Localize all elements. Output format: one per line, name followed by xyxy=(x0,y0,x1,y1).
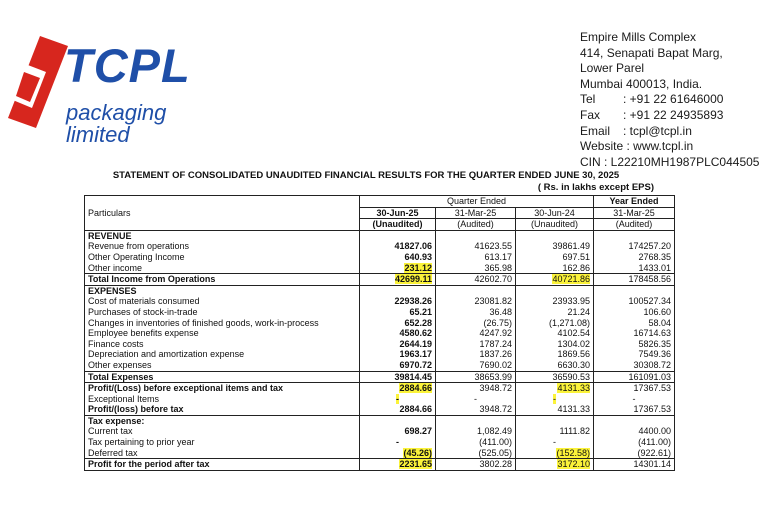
row-label: Revenue from operations xyxy=(85,241,360,252)
value-cell: 4131.33 xyxy=(516,404,594,415)
row-label: Total Income from Operations xyxy=(85,274,360,286)
highlighted-value: 42699.11 xyxy=(394,274,432,285)
row-label: Profit/(loss) before tax xyxy=(85,404,360,415)
row-label: Current tax xyxy=(85,426,360,437)
particulars-header: Particulars xyxy=(85,196,360,231)
value-cell xyxy=(360,285,436,296)
value-cell: 21.24 xyxy=(516,307,594,318)
value-cell: 1837.26 xyxy=(436,349,516,360)
header-row-period xyxy=(85,196,675,208)
value-cell: 17367.53 xyxy=(594,383,675,394)
value-cell: 2768.35 xyxy=(594,252,675,263)
value-cell: 106.60 xyxy=(594,307,675,318)
value-cell: 22938.26 xyxy=(360,296,436,307)
cin-label: CIN xyxy=(580,154,601,169)
value-cell: 14301.14 xyxy=(594,459,675,471)
table-row xyxy=(85,263,675,274)
table-row xyxy=(85,448,675,459)
value-cell: 4400.00 xyxy=(594,426,675,437)
value-cell: 1304.02 xyxy=(516,339,594,350)
value-cell: (1,271.08) xyxy=(516,318,594,329)
value-cell: 3948.72 xyxy=(436,404,516,415)
table-row xyxy=(85,459,675,471)
value-cell: - xyxy=(594,394,675,405)
value-cell xyxy=(516,285,594,296)
value-cell xyxy=(516,459,594,471)
table-row xyxy=(85,328,675,339)
table-row xyxy=(85,318,675,329)
row-label: Changes in inventories of finished goods, work-in-process xyxy=(85,318,360,329)
value-cell: 38653.99 xyxy=(436,371,516,383)
value-cell: 652.28 xyxy=(360,318,436,329)
table-row xyxy=(85,274,675,286)
row-label: Tax pertaining to prior year xyxy=(85,437,360,448)
highlighted-value: 2231.65 xyxy=(399,459,432,470)
tel-value: : +91 22 61646000 xyxy=(623,92,724,107)
value-cell: 1787.24 xyxy=(436,339,516,350)
highlighted-value: 2884.66 xyxy=(399,383,432,394)
value-cell: 58.04 xyxy=(594,318,675,329)
table-row xyxy=(85,241,675,252)
row-label: Employee benefits expense xyxy=(85,328,360,339)
value-cell xyxy=(516,274,594,286)
row-label: Deferred tax xyxy=(85,448,360,459)
row-label: Total Expenses xyxy=(85,371,360,383)
value-cell: 3948.72 xyxy=(436,383,516,394)
value-cell xyxy=(516,230,594,241)
value-cell: 41827.06 xyxy=(360,241,436,252)
value-cell: 4247.92 xyxy=(436,328,516,339)
value-cell: 613.17 xyxy=(436,252,516,263)
statement-title: STATEMENT OF CONSOLIDATED UNAUDITED FINANCIAL RESULTS FOR THE QUARTER ENDED JUNE 30, 2025 xyxy=(112,170,620,181)
date-header: 30-Jun-25 xyxy=(360,207,436,219)
value-cell: 100527.34 xyxy=(594,296,675,307)
value-cell: 39814.45 xyxy=(360,371,436,383)
cin-value: : L22210MH1987PLC044505 xyxy=(604,154,759,169)
value-cell: 4102.54 xyxy=(516,328,594,339)
value-cell: 698.27 xyxy=(360,426,436,437)
row-label: Purchases of stock-in-trade xyxy=(85,307,360,318)
highlighted-value: 40721.86 xyxy=(552,274,590,285)
value-cell: 174257.20 xyxy=(594,241,675,252)
value-cell: 41623.55 xyxy=(436,241,516,252)
value-cell xyxy=(516,448,594,459)
row-label: Tax expense: xyxy=(85,415,360,426)
value-cell: (411.00) xyxy=(594,437,675,448)
value-cell: (525.05) xyxy=(436,448,516,459)
value-cell xyxy=(516,383,594,394)
value-cell: 1963.17 xyxy=(360,349,436,360)
value-cell xyxy=(360,263,436,274)
row-label: Other Operating Income xyxy=(85,252,360,263)
table-row xyxy=(85,437,675,448)
value-cell xyxy=(360,448,436,459)
tel-line xyxy=(580,92,759,108)
website-line xyxy=(580,139,759,155)
value-cell: 36.48 xyxy=(436,307,516,318)
value-cell: 23933.95 xyxy=(516,296,594,307)
value-cell xyxy=(436,285,516,296)
address-line: 414, Senapati Bapat Marg, xyxy=(580,45,723,60)
value-cell xyxy=(360,230,436,241)
table-row xyxy=(85,230,675,241)
status-header: (Unaudited) xyxy=(516,219,594,231)
row-label: Cost of materials consumed xyxy=(85,296,360,307)
date-header: 31-Mar-25 xyxy=(436,207,516,219)
table-row xyxy=(85,415,675,426)
value-cell: 16714.63 xyxy=(594,328,675,339)
row-label: Exceptional Items xyxy=(85,394,360,405)
table-row xyxy=(85,383,675,394)
row-label: Other income xyxy=(85,263,360,274)
logo-brand-text: TCPL xyxy=(64,39,191,92)
email-line xyxy=(580,124,759,140)
fax-line xyxy=(580,108,759,124)
value-cell xyxy=(360,415,436,426)
value-cell: 4580.62 xyxy=(360,328,436,339)
email-value: : tcpl@tcpl.in xyxy=(623,123,692,138)
value-cell: 162.86 xyxy=(516,263,594,274)
tel-label: Tel xyxy=(580,92,596,107)
value-cell xyxy=(516,394,594,405)
date-header: 31-Mar-25 xyxy=(594,207,675,219)
table-row xyxy=(85,339,675,350)
value-cell xyxy=(516,415,594,426)
row-label: Depreciation and amortization expense xyxy=(85,349,360,360)
table-row xyxy=(85,371,675,383)
website-label: Website xyxy=(580,139,624,154)
status-header: (Audited) xyxy=(436,219,516,231)
highlighted-value: - xyxy=(553,393,556,404)
value-cell xyxy=(360,459,436,471)
units-note: ( Rs. in lakhs except EPS) xyxy=(537,182,654,193)
value-cell: 161091.03 xyxy=(594,371,675,383)
value-cell xyxy=(436,230,516,241)
value-cell: 6970.72 xyxy=(360,360,436,371)
highlighted-value: - xyxy=(396,393,399,404)
table-row xyxy=(85,394,675,405)
value-cell: 2884.66 xyxy=(360,404,436,415)
table-row xyxy=(85,252,675,263)
table-row xyxy=(85,307,675,318)
value-cell xyxy=(360,274,436,286)
value-cell: 1,082.49 xyxy=(436,426,516,437)
address-line: Lower Parel xyxy=(580,61,645,76)
company-address xyxy=(580,30,759,170)
table-row xyxy=(85,360,675,371)
value-cell: 36590.53 xyxy=(516,371,594,383)
highlighted-value: 4131.33 xyxy=(557,383,590,394)
value-cell: 2644.19 xyxy=(360,339,436,350)
address-line: Empire Mills Complex xyxy=(580,30,697,44)
value-cell: 178458.56 xyxy=(594,274,675,286)
value-cell xyxy=(360,394,436,405)
tcpl-logo-mark-icon xyxy=(2,32,72,132)
cin-line xyxy=(580,155,759,171)
value-cell: 42602.70 xyxy=(436,274,516,286)
quarter-ended-header: Quarter Ended xyxy=(360,196,594,208)
value-cell: 640.93 xyxy=(360,252,436,263)
value-cell: 1869.56 xyxy=(516,349,594,360)
year-ended-header: Year Ended xyxy=(594,196,675,208)
value-cell: 1111.82 xyxy=(516,426,594,437)
value-cell: 1433.01 xyxy=(594,263,675,274)
row-label: Profit/(Loss) before exceptional items and tax xyxy=(85,383,360,394)
website-value: : www.tcpl.in xyxy=(626,139,694,154)
value-cell: 30308.72 xyxy=(594,360,675,371)
highlighted-value: (152.58) xyxy=(556,447,590,458)
financial-results-table xyxy=(84,195,675,471)
value-cell: 39861.49 xyxy=(516,241,594,252)
value-cell: - xyxy=(436,394,516,405)
value-cell: 6630.30 xyxy=(516,360,594,371)
email-label: Email xyxy=(580,123,611,138)
table-row xyxy=(85,349,675,360)
address-line: Mumbai 400013, India. xyxy=(580,76,703,91)
value-cell: (411.00) xyxy=(436,437,516,448)
value-cell: 17367.53 xyxy=(594,404,675,415)
table-row xyxy=(85,426,675,437)
table-row xyxy=(85,296,675,307)
value-cell: 23081.82 xyxy=(436,296,516,307)
value-cell xyxy=(436,415,516,426)
date-header: 30-Jun-24 xyxy=(516,207,594,219)
value-cell: (922.61) xyxy=(594,448,675,459)
value-cell: 3802.28 xyxy=(436,459,516,471)
logo-tagline: packaging limited xyxy=(66,100,167,147)
value-cell: 65.21 xyxy=(360,307,436,318)
value-cell: 697.51 xyxy=(516,252,594,263)
value-cell: (26.75) xyxy=(436,318,516,329)
row-label: Finance costs xyxy=(85,339,360,350)
table-row xyxy=(85,285,675,296)
highlighted-value: 3172.10 xyxy=(557,459,590,470)
row-label: REVENUE xyxy=(85,230,360,241)
value-cell xyxy=(594,415,675,426)
value-cell: 365.98 xyxy=(436,263,516,274)
value-cell: 5826.35 xyxy=(594,339,675,350)
value-cell xyxy=(594,285,675,296)
value-cell: - xyxy=(360,437,436,448)
value-cell: - xyxy=(516,437,594,448)
status-header: (Unaudited) xyxy=(360,219,436,231)
fax-label: Fax xyxy=(580,107,601,122)
row-label: Profit for the period after tax xyxy=(85,459,360,471)
value-cell: 7549.36 xyxy=(594,349,675,360)
value-cell xyxy=(594,230,675,241)
row-label: EXPENSES xyxy=(85,285,360,296)
company-logo xyxy=(2,32,232,147)
value-cell: 7690.02 xyxy=(436,360,516,371)
table-row xyxy=(85,404,675,415)
value-cell xyxy=(360,383,436,394)
status-header: (Audited) xyxy=(594,219,675,231)
row-label: Other expenses xyxy=(85,360,360,371)
highlighted-value: 231.12 xyxy=(404,262,432,273)
fax-value: : +91 22 24935893 xyxy=(623,107,724,122)
highlighted-value: (45.26) xyxy=(403,447,432,458)
